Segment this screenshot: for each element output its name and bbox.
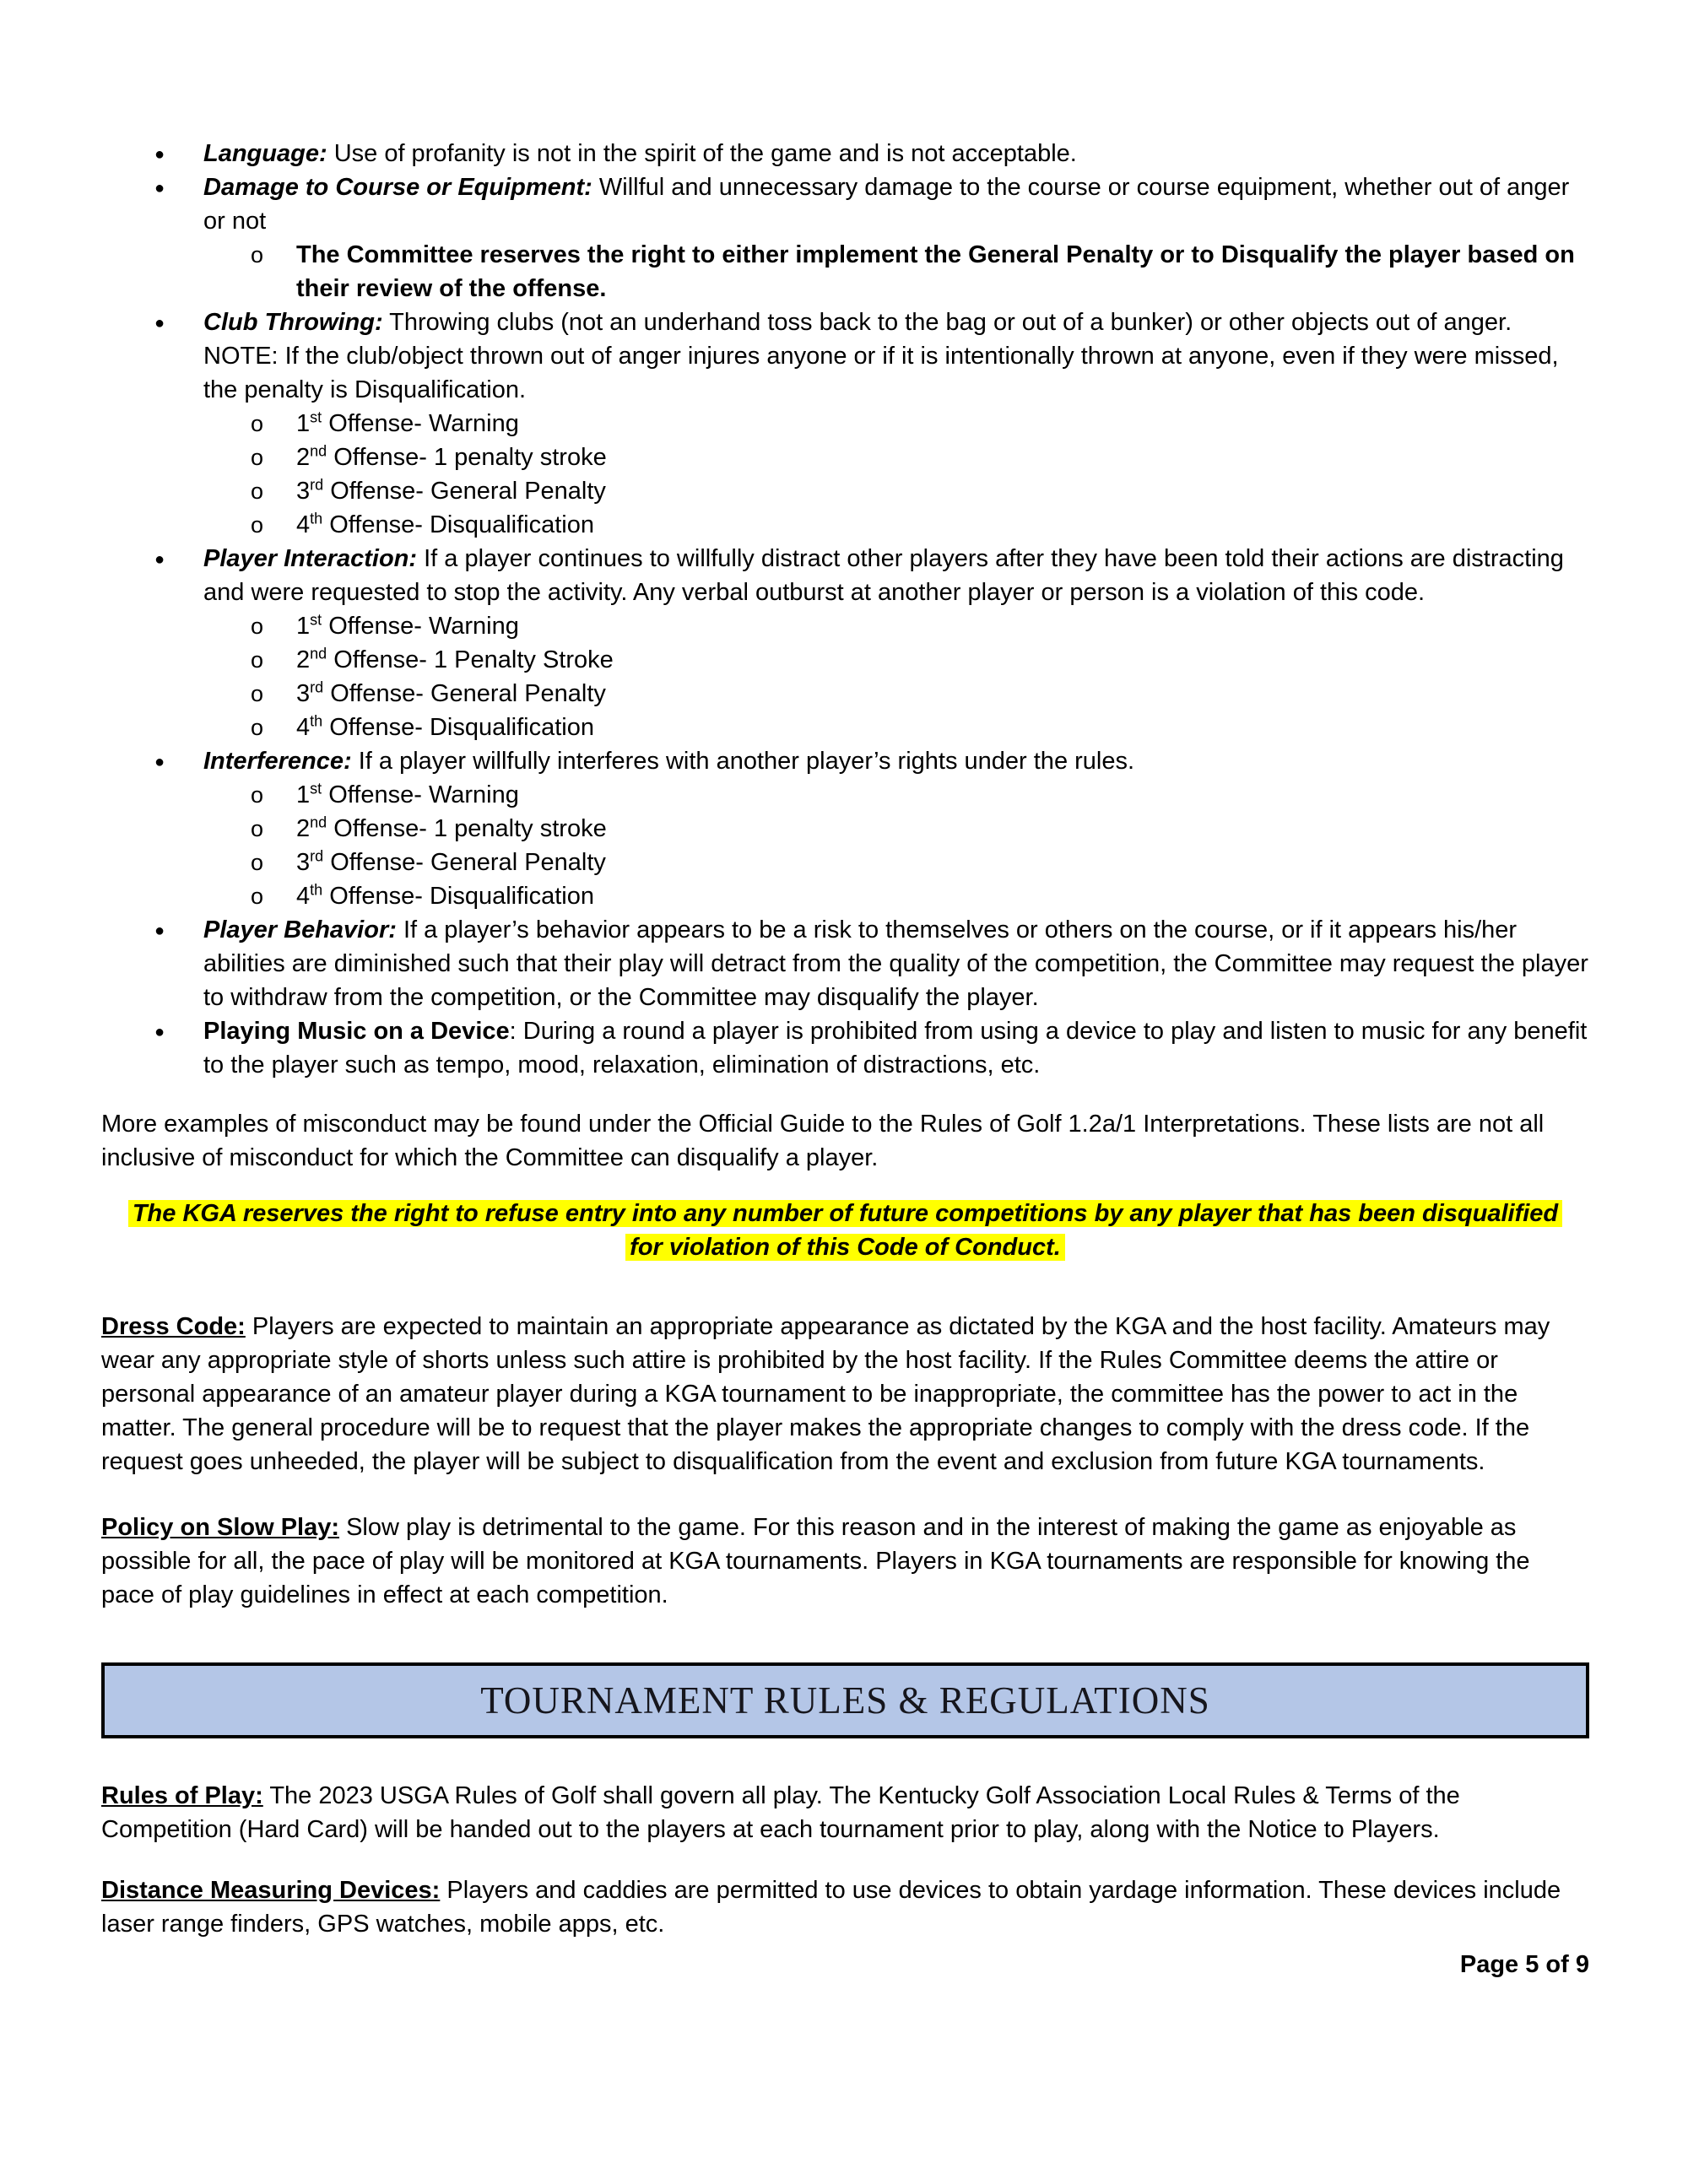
kga-disqualification-notice	[101, 1197, 1589, 1264]
offense-item	[101, 812, 1589, 846]
notice-line	[101, 1230, 1589, 1264]
paragraph-text: More examples of misconduct may be found under the Official Guide to the Rules of Golf 1.2a/1 Interpretations. These lists are not all inclusive of misconduct for which the Committee can disqualify a player.	[101, 1111, 1545, 1171]
list-item-club-throwing	[101, 305, 1589, 407]
highlighted-text: The KGA reserves the right to refuse entry into any number of future competitions by any player that has been disqualified	[128, 1200, 1562, 1227]
sub-bullet-icon: o	[251, 782, 264, 808]
bullet-icon: ●	[154, 550, 165, 569]
list-item-player-behavior	[101, 913, 1589, 1014]
paragraph-text: The 2023 USGA Rules of Golf shall govern all play. The Kentucky Golf Association Local Rules & Terms of the Competition (Hard Card) will be handed out to the players at each tournament prior to play, along with the Notice to Players.	[101, 1782, 1460, 1843]
paragraph-text: Slow play is detrimental to the game. For this reason and in the interest of making the game as enjoyable as possible for all, the pace of play will be monitored at KGA tournaments. Players in KGA tournaments are responsible for knowing the pace of play guidelines in effect at each competition.	[101, 1514, 1530, 1608]
offense-text: 4th Offense- Disqualification	[296, 712, 595, 741]
paragraph-text: Players are expected to maintain an appropriate appearance as dictated by the KGA and the host facility. Amateurs may wear any appropriate style of shorts unless such attire is prohibited by the host facility. If the Rules Committee deems the attire or personal appearance of an amateur player during a KGA tournament to be inappropriate, the committee has the power to act in the matter. The general procedure will be to request that the player makes the appropriate changes to comply with the dress code. If the request goes unheeded, the player will be subject to disqualification from the event and exclusion from future KGA tournaments.	[101, 1313, 1550, 1475]
ordinal-suffix: st	[310, 408, 322, 426]
list-item-text: If a player’s behavior appears to be a risk to themselves or others on the course, or if it appears his/her abilities are diminished such that their play will detract from the quality of the competition, the Committee may request the player to withdraw from the competition, or the Committee may disqualify the player.	[203, 916, 1588, 1011]
bullet-icon: ●	[154, 179, 165, 197]
list-item-text: Use of profanity is not in the spirit of the game and is not acceptable.	[333, 140, 1077, 167]
rules-of-play-paragraph	[101, 1779, 1589, 1846]
list-item-text: Throwing clubs (not an underhand toss back to the bag or out of a bunker) or other objects out of anger. NOTE: If the club/object thrown out of anger injures anyone or if it is intentionally thrown at anyone, even if they were missed, the penalty is Disqualification.	[203, 309, 1559, 403]
ordinal-suffix: st	[310, 611, 322, 629]
distance-devices-paragraph	[101, 1873, 1589, 1941]
offense-item	[101, 643, 1589, 677]
ordinal-suffix: th	[310, 881, 323, 899]
list-item-player-interaction	[101, 542, 1589, 609]
list-item-label: Playing Music on a Device	[203, 1018, 510, 1045]
dress-code-heading: Dress Code:	[101, 1313, 246, 1340]
offense-item	[101, 778, 1589, 812]
offense-text: 2nd Offense- 1 Penalty Stroke	[296, 645, 614, 673]
offense-item	[101, 407, 1589, 441]
ordinal-suffix: th	[310, 712, 323, 730]
offense-item	[101, 441, 1589, 474]
sub-bullet-icon: o	[251, 478, 264, 504]
ordinal-suffix: nd	[310, 442, 327, 460]
offense-item	[101, 879, 1589, 913]
offense-item	[101, 508, 1589, 542]
ordinal-suffix: th	[310, 510, 323, 527]
list-item-label: Player Interaction:	[203, 545, 418, 572]
sub-bullet-icon: o	[251, 614, 264, 639]
bullet-icon: ●	[154, 314, 165, 332]
sub-bullet-icon: o	[251, 816, 264, 841]
offense-text: 2nd Offense- 1 penalty stroke	[296, 814, 607, 842]
ordinal-suffix: rd	[310, 476, 324, 494]
list-item-text: If a player continues to willfully distract other players after they have been told their actions are distracting and were requested to stop the activity. Any verbal outburst at another player or person is a violation of this code.	[203, 545, 1564, 606]
tournament-rules-banner	[101, 1662, 1589, 1738]
list-item-text: Willful and unnecessary damage to the course or course equipment, whether out of anger or not	[203, 174, 1570, 235]
offense-text: 3rd Offense- General Penalty	[296, 476, 606, 505]
sub-bullet-icon: o	[251, 445, 264, 470]
bullet-icon: ●	[154, 922, 165, 940]
list-item-label: Player Behavior:	[203, 916, 397, 943]
bullet-icon: ●	[154, 145, 165, 164]
offense-item	[101, 609, 1589, 643]
banner-title: TOURNAMENT RULES & REGULATIONS	[480, 1679, 1210, 1722]
paragraph-text: Players and caddies are permitted to use devices to obtain yardage information. These devices include laser range finders, GPS watches, mobile apps, etc.	[101, 1877, 1561, 1938]
list-item-playing-music	[101, 1014, 1589, 1082]
sub-list-item-committee-note	[101, 238, 1589, 305]
page-number: Page 5 of 9	[1459, 1951, 1589, 1978]
offense-text: 1st Offense- Warning	[296, 408, 519, 437]
sub-bullet-icon: o	[251, 647, 264, 673]
list-item-text: : During a round a player is prohibited from using a device to play and listen to music for any benefit to the player such as tempo, mood, relaxation, elimination of distractions, etc.	[203, 1018, 1588, 1078]
list-item-language	[101, 137, 1589, 170]
offense-item	[101, 677, 1589, 711]
offense-text: 3rd Offense- General Penalty	[296, 678, 606, 707]
sub-bullet-icon: o	[251, 884, 264, 909]
list-item-label: Club Throwing:	[203, 309, 383, 336]
page-content	[101, 137, 1589, 1981]
dress-code-paragraph	[101, 1310, 1589, 1479]
sub-bullet-icon: o	[251, 715, 264, 740]
ordinal-suffix: nd	[310, 645, 327, 662]
ordinal-suffix: st	[310, 780, 322, 797]
rules-of-play-heading: Rules of Play:	[101, 1782, 263, 1809]
notice-line	[101, 1197, 1589, 1230]
list-item-text: If a player willfully interferes with another player’s rights under the rules.	[358, 748, 1135, 775]
sub-bullet-icon: o	[251, 681, 264, 706]
offense-text: 2nd Offense- 1 penalty stroke	[296, 442, 607, 471]
sub-bullet-icon: o	[251, 850, 264, 875]
sub-bullet-icon: o	[251, 512, 264, 538]
offense-text: 4th Offense- Disqualification	[296, 510, 595, 538]
slow-play-paragraph	[101, 1511, 1589, 1612]
ordinal-suffix: rd	[310, 847, 324, 865]
list-item-label: Interference:	[203, 748, 352, 775]
list-item-label: Damage to Course or Equipment:	[203, 174, 592, 201]
sub-bullet-icon: o	[251, 242, 264, 268]
offense-text: 3rd Offense- General Penalty	[296, 847, 606, 876]
highlighted-text: for violation of this Code of Conduct.	[625, 1234, 1065, 1261]
offense-text: 4th Offense- Disqualification	[296, 881, 595, 910]
ordinal-suffix: rd	[310, 678, 324, 696]
more-examples-paragraph	[101, 1107, 1589, 1175]
sub-bullet-icon: o	[251, 411, 264, 436]
list-item-interference	[101, 744, 1589, 778]
list-item-label: Language:	[203, 140, 327, 167]
bullet-icon: ●	[154, 753, 165, 771]
sub-list-item-text: The Committee reserves the right to either implement the General Penalty or to Disqualify the player based on their review of the offense.	[296, 241, 1575, 302]
ordinal-suffix: nd	[310, 814, 327, 831]
offense-item	[101, 846, 1589, 879]
conduct-bullet-list	[101, 137, 1589, 1082]
offense-text: 1st Offense- Warning	[296, 780, 519, 808]
slow-play-heading: Policy on Slow Play:	[101, 1514, 340, 1541]
distance-devices-heading: Distance Measuring Devices:	[101, 1877, 441, 1904]
offense-text: 1st Offense- Warning	[296, 611, 519, 640]
offense-item	[101, 711, 1589, 744]
bullet-icon: ●	[154, 1023, 165, 1041]
list-item-damage	[101, 170, 1589, 238]
offense-item	[101, 474, 1589, 508]
